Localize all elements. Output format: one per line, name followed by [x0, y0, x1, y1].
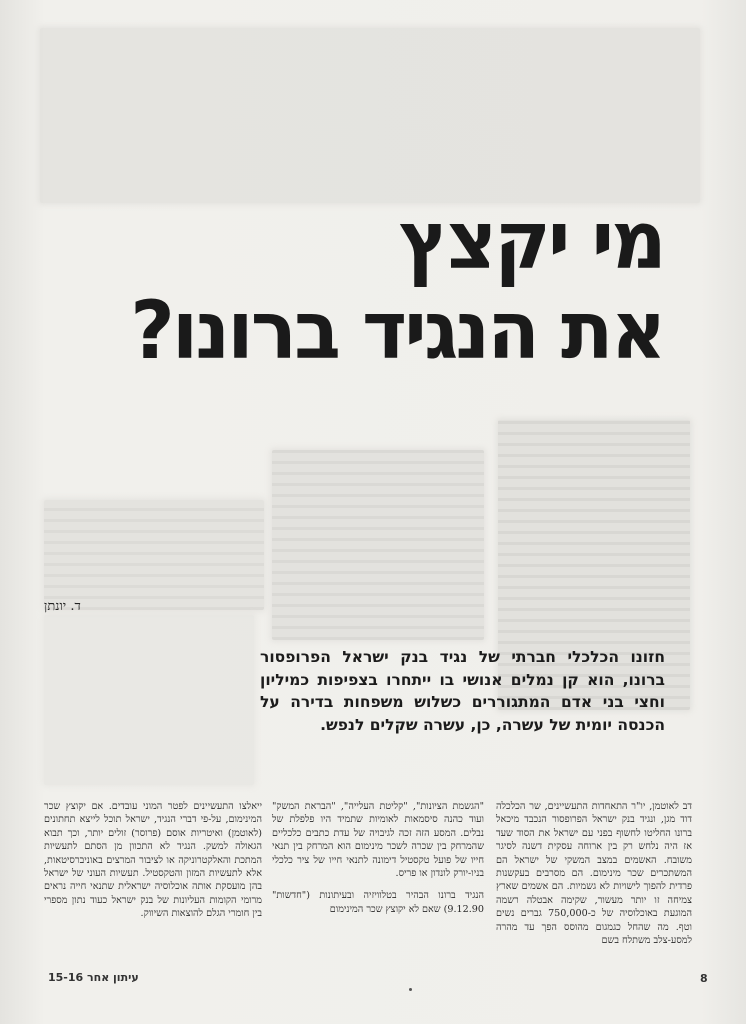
body-paragraph: דב לאוטמן, יו"ר התאחדות התעשיינים, שר הכלכלה דוד מגן, ונגיד בנק ישראל הפרופסור הנכבד מיכאל ברונו החליטו לחשוף בפני עם ישראל את הסוד שעד אז היה נלחש רק בין ארוחה עסקית דשנה לסיגר משובח. האשמים במצב המשקי של ישראל הם המשתכרים שכר מינימום. הם מסרבים בעקשנות פרדית להפוך לישויות לא גשמיות. הם אשמים שארץ צמיחה זו יותר מעשור, שקימה אבטלה רשמה המוגעת באוכלוסיה של כ-750,000 גברים נשים וטף. מה שהחל כגמגום מהוסס הפך עד מהרה למסע-צלב משתלח בשם [496, 801, 692, 947]
body-column-middle [272, 800, 484, 925]
show-through-top-block [40, 28, 700, 203]
show-through-lower-left [44, 615, 254, 785]
show-through-left-column [44, 500, 264, 610]
publication-footer: עיתון אחר 15-16 [48, 971, 139, 984]
body-column-right [496, 800, 692, 956]
show-through-middle-column [272, 450, 484, 640]
page-number: 8 [700, 972, 708, 985]
body-paragraph: "הגשמת הציונות", "קליטת העלייה", "הבראת המשק" ועוד כהנה סיסמאות לאומיות שתמיד היו פלפלת של נבלים. המסע הזה זכה לגיבויה של עדת כתבים כלכליים שהמרחק בין שכרה לשכר מינימום הוא המרחק בין תנאי חייו של פועל טקסטיל דימונה לתנאי חייו של ציר כלכלי בניו-יורק לונדון או פריס. [272, 801, 484, 880]
footer-dot [409, 988, 412, 991]
body-column-left [44, 800, 262, 930]
author-byline: ד. יונתן [44, 599, 81, 614]
lead-paragraph: חזונו הכלכלי חברתי של נגיד בנק ישראל הפרופסור ברונו, הוא קן נמלים אנושי בו ייתחרו בצפיפות כמיליון וחצי בני אדם המתגוררים כשלוש משפחות בדירה על הכנסה יומית של עשרה, כן, עשרה שקלים לנפש. [260, 648, 665, 734]
headline-line-1: מי יקצץ [399, 194, 664, 287]
body-paragraph: הנגיד ברונו הבהיר בטלוויזיה ובעיתונות ("חדשות" 9.12.90) שאם לא יקוצץ שכר המינימום [272, 890, 484, 915]
headline-line-2: את הנגיד ברונו? [130, 284, 664, 377]
body-paragraph: ייאלצו התעשיינים לפטר המוני עובדים. אם יקוצץ שכר המינימום, על-פי דברי הנגיד, ישראל תוכל לייצא תחתונים (לאוטמן) ואיטריות אוסם (פרוסר) זולים יותר, וכך תבוא הגאולה למשק. הנגיד לא התכוון מן הסתם לתעשיות המתכת והאלקטרוניקה או לציבור המרצים באוניברסיטאות, אלא לתעשיות המזון והטקסטיל. תעשיות העוני של ישראל בהן מועסקת אותה אוכלוסיה ישראלית שתנאי חייה נראים מרומי הקומות העליונות של בנק ישראל כעוד נתון מספרי בין חומרי הגלם להוצאות השיווק. [44, 801, 262, 920]
